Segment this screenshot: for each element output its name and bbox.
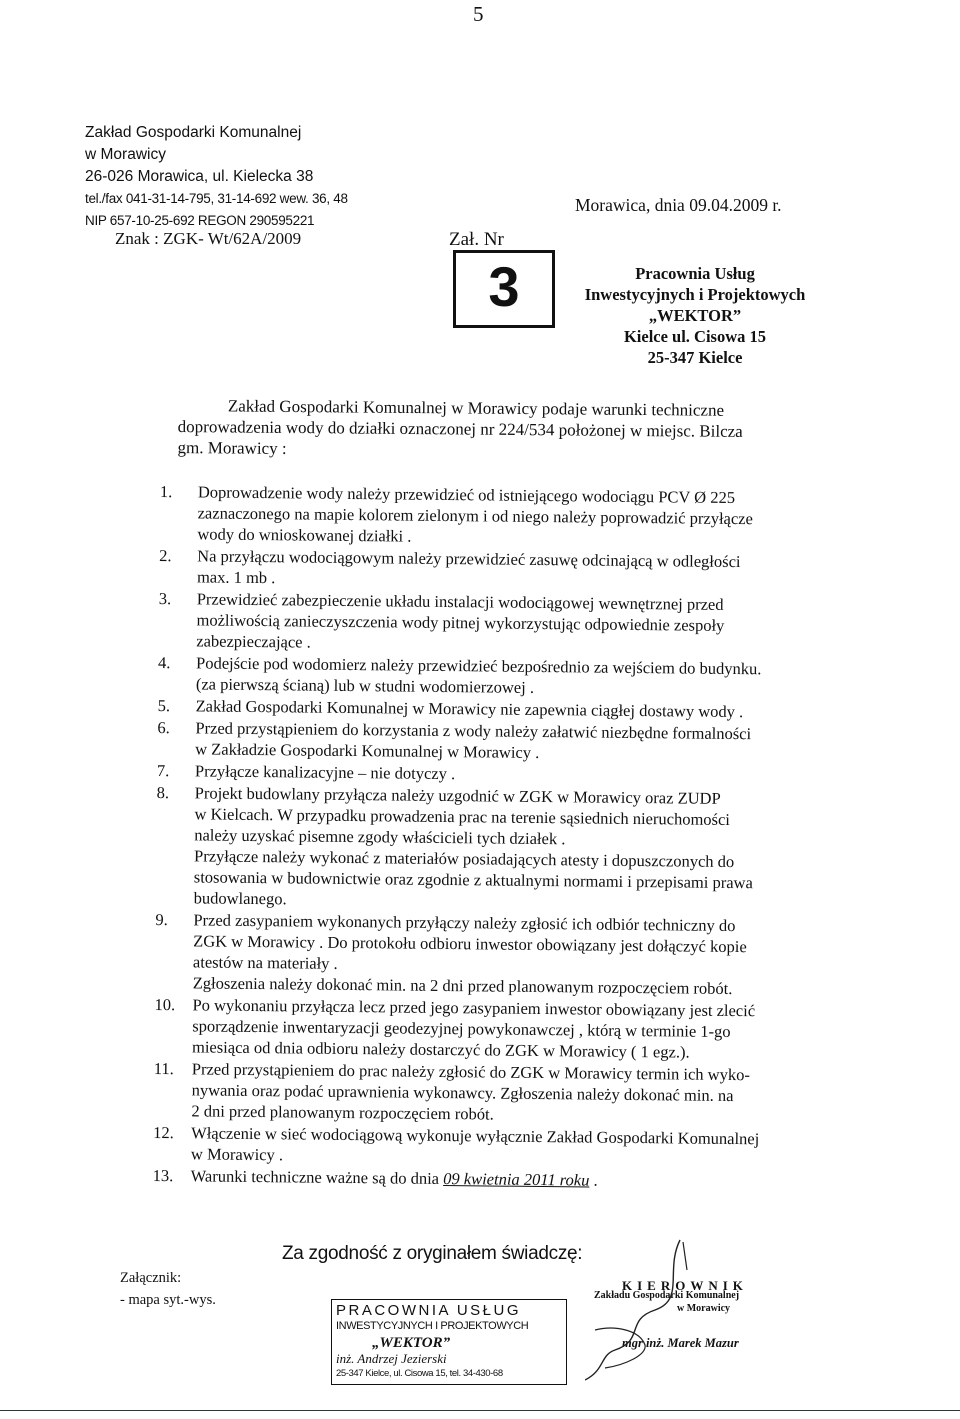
attachment-item: - mapa syt.-wys. xyxy=(120,1292,216,1308)
condition-number: 7. xyxy=(156,760,170,781)
sender-town: w Morawicy xyxy=(85,146,166,163)
validity-deadline: 09 kwietnia 2011 roku xyxy=(443,1169,590,1190)
condition-item xyxy=(155,909,856,1000)
condition-number: 2. xyxy=(159,545,172,566)
condition-line: atestów na materiały . xyxy=(192,952,338,973)
condition-number: 13. xyxy=(152,1165,174,1186)
conformity-note: Za zgodność z oryginałem świadczę: xyxy=(282,1243,583,1264)
condition-item xyxy=(156,782,857,915)
sender-tax-ids: NIP 657-10-25-692 REGON 290595221 xyxy=(85,213,315,228)
stamp-line: KIEROWNIK xyxy=(622,1278,748,1293)
attachment-label: Zał. Nr xyxy=(449,229,504,250)
condition-number: 6. xyxy=(157,717,170,738)
condition-number: 8. xyxy=(156,782,170,803)
validity-suffix: . xyxy=(589,1170,598,1190)
conditions-list xyxy=(153,481,860,1194)
intro-line: doprowadzenia wody do działki oznaczonej nr 224/534 położonej w miejsc. Bilcza xyxy=(177,416,743,441)
condition-line: Przyłącze należy wykonać z materiałów posiadających atesty i dopuszczonych do xyxy=(193,846,735,872)
condition-line: Przyłącze kanalizacyjne – nie dotyczy . xyxy=(194,761,456,784)
condition-number: 5. xyxy=(157,695,171,716)
condition-number: 11. xyxy=(153,1058,174,1079)
condition-item xyxy=(154,994,855,1064)
condition-item xyxy=(153,1058,854,1128)
condition-line: Po wykonaniu przyłącza lecz przed jego zasypaniem inwestor obowiązany jest zlecić xyxy=(192,995,756,1021)
condition-line: zabezpieczające . xyxy=(196,631,311,652)
stamp-line: INWESTYCYJNYCH I PROJEKTOWYCH xyxy=(336,1320,529,1332)
condition-line: możliwością zanieczyszczenia wody pitnej wykorzystując odpowiednie zespoły xyxy=(196,610,725,635)
condition-line: miesiąca od dnia odbioru należy dostarczyć do ZGK w Morawicy ( 1 egz.). xyxy=(191,1037,690,1062)
recipient-line: Pracownia Usług xyxy=(635,264,755,283)
stamp-line: PRACOWNIA USŁUG xyxy=(336,1302,522,1319)
sender-phone: tel./fax 041-31-14-795, 31-14-692 wew. 36, 48 xyxy=(85,191,348,206)
condition-line: w Kielcach. W przypadku prowadzenia prac na terenie sąsiednich nieruchomości xyxy=(194,804,731,829)
condition-line: wody do wnioskowanej działki . xyxy=(197,524,412,546)
condition-line: w Morawicy . xyxy=(190,1144,284,1165)
recipient-line: Inwestycyjnych i Projektowych xyxy=(584,285,806,304)
stamp-line: w Morawicy xyxy=(677,1303,731,1314)
condition-line: Podejście pod wodomierz należy przewidzieć bezpośrednio za wejściem do budynku. xyxy=(195,653,762,679)
condition-number: 4. xyxy=(157,652,171,673)
condition-line: Zgłoszenia należy dokonać min. na 2 dni przed planowanym rozpoczęciem robót. xyxy=(192,973,733,999)
stamp-line: mgr inż. Marek Mazur xyxy=(622,1336,739,1350)
sender-name: Zakład Gospodarki Komunalnej xyxy=(85,124,302,141)
recipient-postcode: 25-347 Kielce xyxy=(647,348,743,367)
signature xyxy=(585,1230,695,1390)
condition-number: 10. xyxy=(154,994,176,1015)
sender-address: 26-026 Morawica, ul. Kielecka 38 xyxy=(85,168,314,185)
attachments-block xyxy=(120,1267,216,1311)
sender-block xyxy=(85,122,348,250)
condition-line: (za pierwszą ścianą) lub w studni wodomierzowej . xyxy=(195,674,535,697)
condition-line: nywania oraz podać uprawnienia wykonawcy. Zgłoszenia należy dokonać min. na xyxy=(191,1080,734,1106)
condition-number: 3. xyxy=(158,588,172,609)
condition-number: 1. xyxy=(159,481,173,502)
condition-line: 2 dni przed planowanym rozpoczęciem robót. xyxy=(191,1101,494,1124)
validity-text: Warunki techniczne ważne są do dnia xyxy=(190,1166,444,1189)
condition-line: zaznaczonego na mapie kolorem zielonym i od niego należy poprowadzić przyłącze xyxy=(197,503,753,529)
page-number: 5 xyxy=(473,2,484,26)
stamp-line: „WEKTOR” xyxy=(372,1335,451,1351)
attachments-label: Załącznik: xyxy=(120,1270,182,1286)
condition-number: 12. xyxy=(153,1122,174,1143)
stamp-line: Zakładu Gospodarki Komunalnej xyxy=(594,1290,740,1301)
condition-line: Doprowadzenie wody należy przewidzieć od istniejącego wodociągu PCV Ø 225 xyxy=(197,482,736,508)
condition-item xyxy=(158,652,858,701)
condition-item xyxy=(153,1122,853,1171)
recipient-street: Kielce ul. Cisowa 15 xyxy=(623,327,767,346)
condition-line: Przed przystąpieniem do prac należy zgłosić do ZGK w Morawicy termin ich wyko- xyxy=(191,1059,750,1085)
reference-number: Znak : ZGK- Wt/62A/2009 xyxy=(115,229,302,248)
condition-line: w Zakładzie Gospodarki Komunalnej w Morawicy . xyxy=(195,739,540,762)
date-line: Morawica, dnia 09.04.2009 r. xyxy=(575,195,782,215)
condition-line: Przewidzieć zabezpieczenie układu instalacji wodociągowej wewnętrznej przed xyxy=(196,589,724,614)
condition-item xyxy=(157,717,857,766)
condition-line: Na przyłączu wodociągowym należy przewidzieć zasuwę odcinającą w odległości xyxy=(197,546,741,572)
condition-line: Projekt budowlany przyłącza należy uzgodnić w ZGK w Morawicy oraz ZUDP xyxy=(194,783,721,808)
condition-line: Włączenie w sieć wodociągową wykonuje wyłącznie Zakład Gospodarki Komunalnej xyxy=(191,1123,760,1149)
condition-line: stosowania w budownictwie oraz zgodnie z aktualnymi normami i przepisami prawa xyxy=(193,867,753,893)
condition-line: ZGK w Morawicy . Do protokołu odbioru inwestor obowiązany jest dołączyć kopie xyxy=(193,931,747,957)
attachment-number: 3 xyxy=(488,255,520,318)
recipient-block xyxy=(560,263,830,368)
condition-line: Przed zasypaniem wykonanych przyłączy należy zgłosić ich odbiór techniczny do xyxy=(193,910,736,936)
bottom-rule xyxy=(0,1410,960,1411)
attachment-box xyxy=(453,250,555,328)
intro-line: Zakład Gospodarki Komunalnej w Morawicy podaje warunki techniczne xyxy=(227,396,725,420)
condition-item xyxy=(159,545,859,594)
stamp-line: inż. Andrzej Jezierski xyxy=(336,1351,447,1366)
stamp-line: 25-347 Kielce, ul. Cisowa 15, tel. 34-430-68 xyxy=(336,1368,503,1379)
condition-item xyxy=(158,588,859,658)
condition-line: Przed przystąpieniem do korzystania z wody należy załatwić niezbędne formalności xyxy=(195,718,752,744)
condition-line: budowlanego. xyxy=(193,888,287,909)
condition-line: Zakład Gospodarki Komunalnej w Morawicy nie zapewnia ciągłej dostawy wody . xyxy=(195,696,744,722)
recipient-company: „WEKTOR” xyxy=(648,306,742,325)
condition-line: należy uzyskać pisemne zgody właścicieli tych działek . xyxy=(194,825,566,849)
condition-line: max. 1 mb . xyxy=(196,567,276,588)
condition-line: sporządzenie inwentaryzacji geodezyjnej powykonawczej , którą w terminie 1-go xyxy=(192,1016,731,1042)
condition-number: 9. xyxy=(155,909,168,930)
designer-stamp xyxy=(331,1299,567,1385)
intro-paragraph xyxy=(177,395,828,464)
intro-line: gm. Morawicy : xyxy=(177,437,287,458)
condition-item xyxy=(159,481,860,551)
